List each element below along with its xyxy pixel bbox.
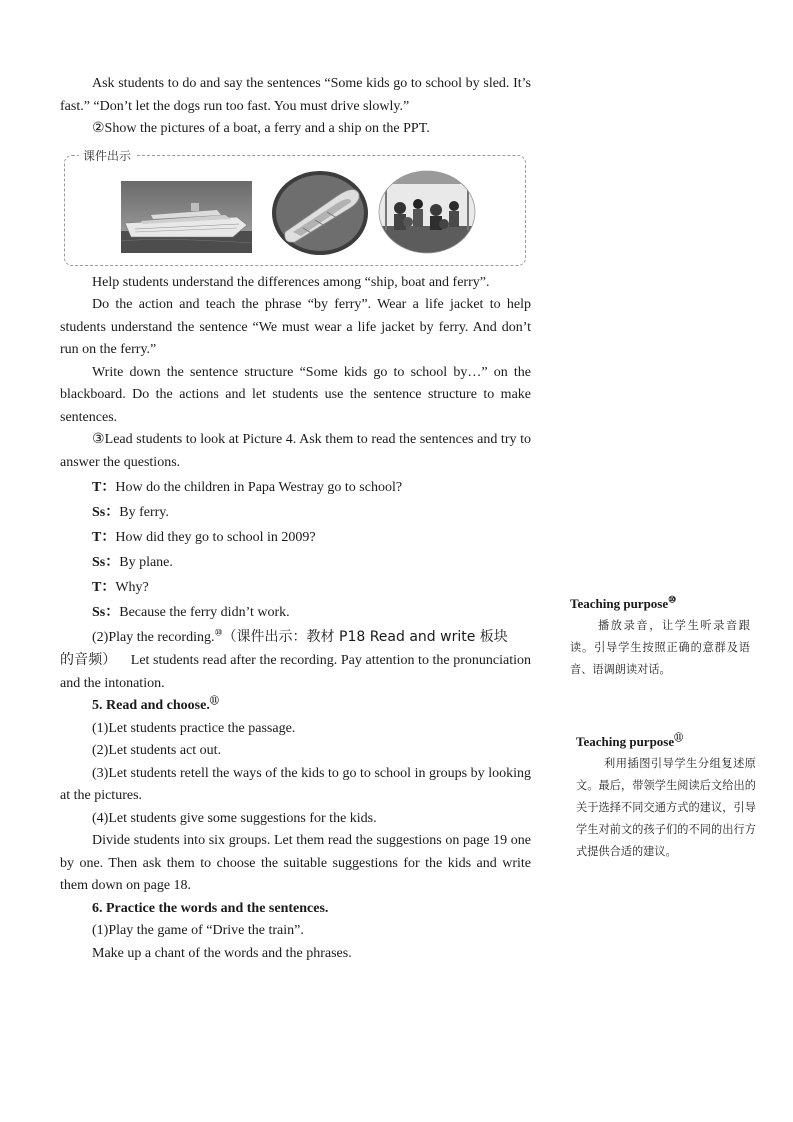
- step-2-line: ②Show the pictures of a boat, a ferry and a ship on the PPT.: [92, 121, 430, 136]
- dialogue-line: Ss：By ferry.: [92, 505, 169, 520]
- section-6-item: Make up a chant of the words and the phrases.: [92, 945, 352, 961]
- dialogue-line: Ss：By plane.: [92, 555, 173, 570]
- dialogue-line: T：How did they go to school in 2009?: [92, 530, 316, 545]
- ppt-label: 课件出示: [79, 147, 135, 164]
- section-5-item: (3)Let students retell the ways of the kids to go to school in groups by looking at the pictures.: [60, 765, 531, 803]
- intro-paragraph: Ask students to do and say the sentences “Some kids go to school by sled. It’s fast.” “Don’t let the dogs run too fast. You must drive slowly.”: [60, 76, 531, 114]
- section-5-heading: 5. Read and choose.⑪: [92, 695, 219, 713]
- teaching-purpose-note-10: [570, 596, 750, 681]
- section-6-item: (1)Play the game of “Drive the train”.: [92, 923, 304, 938]
- section-6-heading: 6. Practice the words and the sentences.: [92, 900, 329, 916]
- note-body: 利用插图引导学生分组复述原文。最后，带领学生阅读后文给出的关于选择不同交通方式的建议，引导学生对前文的孩子们的不同的出行方式提供合适的建议。: [576, 757, 756, 858]
- teaching-purpose-note-11: [576, 734, 756, 863]
- ppt-picture-box: [64, 148, 526, 266]
- footnote-mark: ⑩: [214, 627, 223, 638]
- recording-paragraph: (2)Play the recording.⑩（课件出示：教材 P18 Read and write 板块 的音频） Let students read after the recording. Pay attention to the pronunciation and the intonation.: [60, 627, 532, 691]
- ship-picture: [121, 181, 252, 253]
- dialogue: [60, 475, 531, 625]
- ferry-picture: [378, 170, 476, 254]
- footnote-mark: ⑩: [668, 594, 677, 605]
- dialogue-line: T：Why?: [92, 580, 149, 595]
- boat-picture: [271, 170, 369, 256]
- note-title: Teaching purpose: [570, 596, 669, 611]
- action-paragraph: Do the action and teach the phrase “by ferry”. Wear a life jacket to help students understand the sentence “We must wear a life jacket by ferry. And don’t run on the ferry.”: [60, 297, 531, 357]
- main-column: [60, 73, 531, 965]
- note-body: 播放录音，让学生听录音跟读。引导学生按照正确的意群及语音、语调朗读对话。: [570, 619, 750, 676]
- differences-paragraph: Help students understand the differences among “ship, boat and ferry”.: [92, 274, 490, 290]
- section-5-item: (2)Let students act out.: [92, 743, 222, 758]
- groups-paragraph: Divide students into six groups. Let them read the suggestions on page 19 one by one. Then ask them to choose the suitable suggestions for the kids and write them down on page 18.: [60, 833, 531, 893]
- footnote-mark: ⑪: [209, 695, 219, 706]
- section-5-item: (4)Let students give some suggestions for the kids.: [92, 810, 377, 826]
- step-3-paragraph: ③Lead students to look at Picture 4. Ask them to read the sentences and try to answer the questions.: [60, 432, 531, 470]
- note-title: Teaching purpose: [576, 734, 675, 749]
- dialogue-line: Ss：Because the ferry didn’t work.: [92, 605, 290, 620]
- structure-paragraph: Write down the sentence structure “Some kids go to school by…” on the blackboard. Do the actions and let students use the sentence structure to make sentences.: [60, 364, 531, 425]
- section-5-item: (1)Let students practice the passage.: [92, 720, 296, 736]
- dialogue-line: T：How do the children in Papa Westray go to school?: [92, 480, 403, 495]
- footnote-mark: ⑪: [674, 732, 684, 743]
